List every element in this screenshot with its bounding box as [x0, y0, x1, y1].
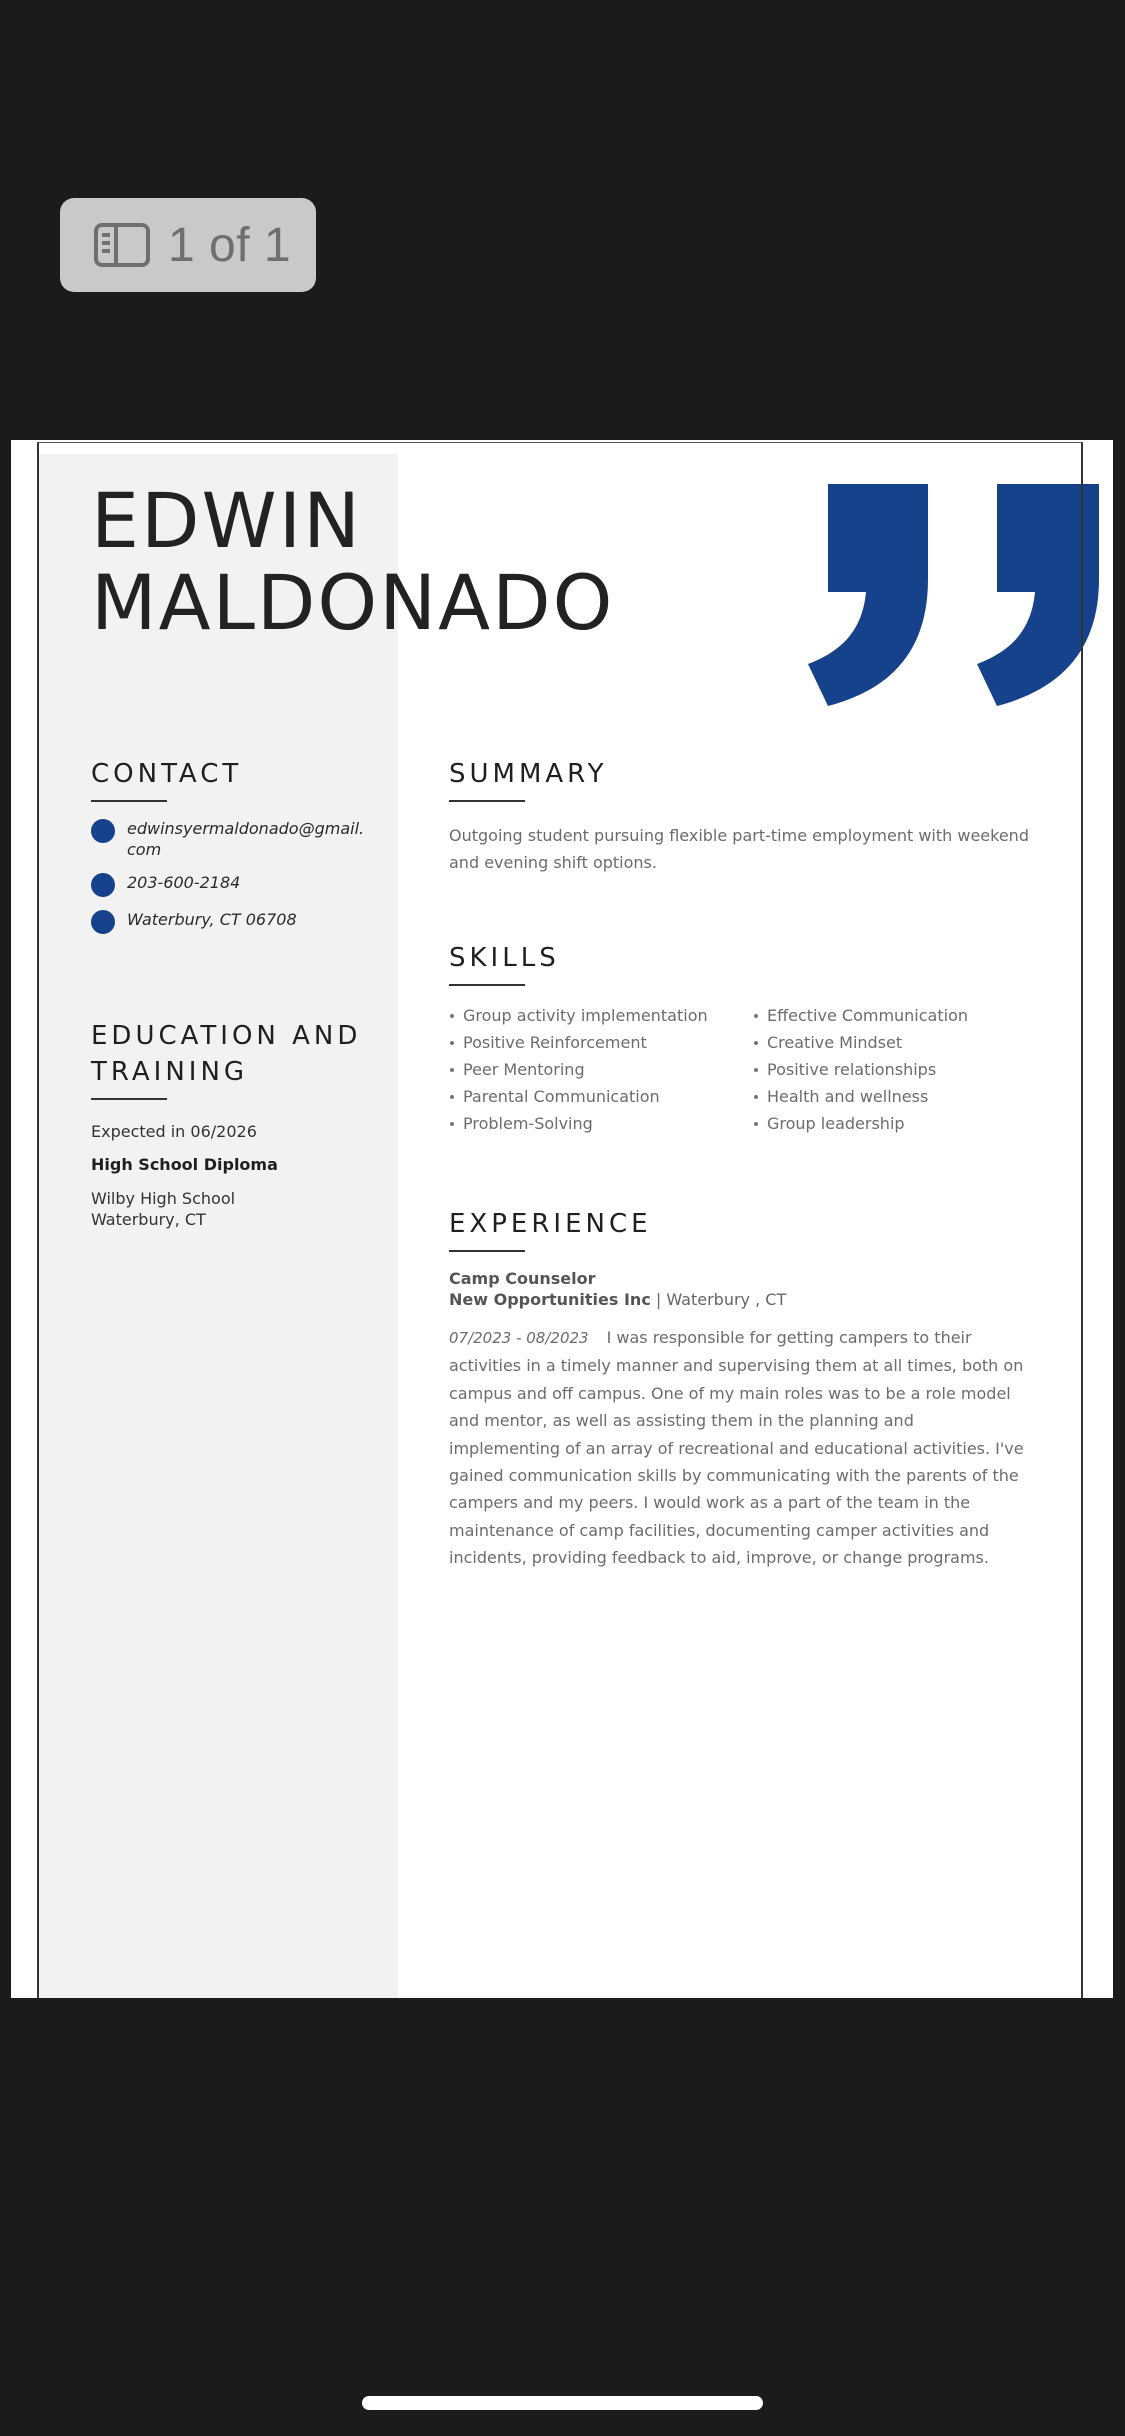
skill-item: Problem-Solving — [449, 1110, 753, 1137]
skill-item: Health and wellness — [753, 1083, 1049, 1110]
skills-heading: SKILLS — [449, 943, 560, 973]
summary-text: Outgoing student pursuing flexible part-time employment with weekend and evening shift options. — [449, 826, 1029, 872]
email-line-2: com — [127, 840, 162, 859]
skill-item: Positive relationships — [753, 1056, 1049, 1083]
skill-item: Group activity implementation — [449, 1002, 753, 1029]
last-name: MALDONADO — [91, 558, 615, 647]
sidebar-icon — [94, 223, 150, 267]
skill-item: Group leadership — [753, 1110, 1049, 1137]
skill-item: Peer Mentoring — [449, 1056, 753, 1083]
contact-heading: CONTACT — [91, 759, 243, 789]
email-line-1: edwinsyermaldonado@gmail. — [127, 819, 365, 838]
job-description-text: I was responsible for getting campers to their activities in a timely manner and supervising them at all times, both on campus and off campus. One of my main roles was to be a role model and mentor, as well as assisting them in the planning and implementing of an array of recreational and educational activities. I've gained communication skills by communicating with the parents of the campers and my peers. I would work as a part of the team in the maintenance of camp facilities, documenting camper activities and incidents, providing feedback to aid, improve, or change programs. — [449, 1328, 1024, 1568]
school-location: Waterbury, CT — [91, 1210, 206, 1229]
job-location: Waterbury , CT — [666, 1290, 787, 1309]
first-name: EDWIN — [91, 476, 362, 565]
location-text: Waterbury, CT 06708 — [127, 910, 297, 929]
skill-item: Positive Reinforcement — [449, 1029, 753, 1056]
resume-page — [11, 440, 1113, 1998]
home-indicator[interactable] — [362, 2396, 763, 2410]
page-indicator[interactable] — [60, 198, 316, 292]
phone-link[interactable]: 203-600-2184 — [127, 873, 241, 892]
skill-item: Parental Communication — [449, 1083, 753, 1110]
education-degree: High School Diploma — [91, 1155, 278, 1174]
education-expected-date: Expected in 06/2026 — [91, 1122, 257, 1141]
page-count-label: 1 of 1 — [168, 218, 292, 272]
job-title: Camp Counselor — [449, 1269, 596, 1288]
page-border — [37, 442, 1083, 1998]
education-heading-line-1: EDUCATION AND — [91, 1021, 362, 1051]
school-name: Wilby High School — [91, 1189, 236, 1208]
company-separator: | — [650, 1290, 667, 1309]
summary-heading: SUMMARY — [449, 759, 608, 789]
job-company: New Opportunities Inc — [449, 1290, 651, 1309]
skill-item: Creative Mindset — [753, 1029, 1049, 1056]
experience-heading: EXPERIENCE — [449, 1209, 652, 1239]
education-heading-line-2: TRAINING — [91, 1057, 249, 1087]
job-dates: 07/2023 - 08/2023 — [449, 1329, 589, 1347]
skill-item: Effective Communication — [753, 1002, 1049, 1029]
